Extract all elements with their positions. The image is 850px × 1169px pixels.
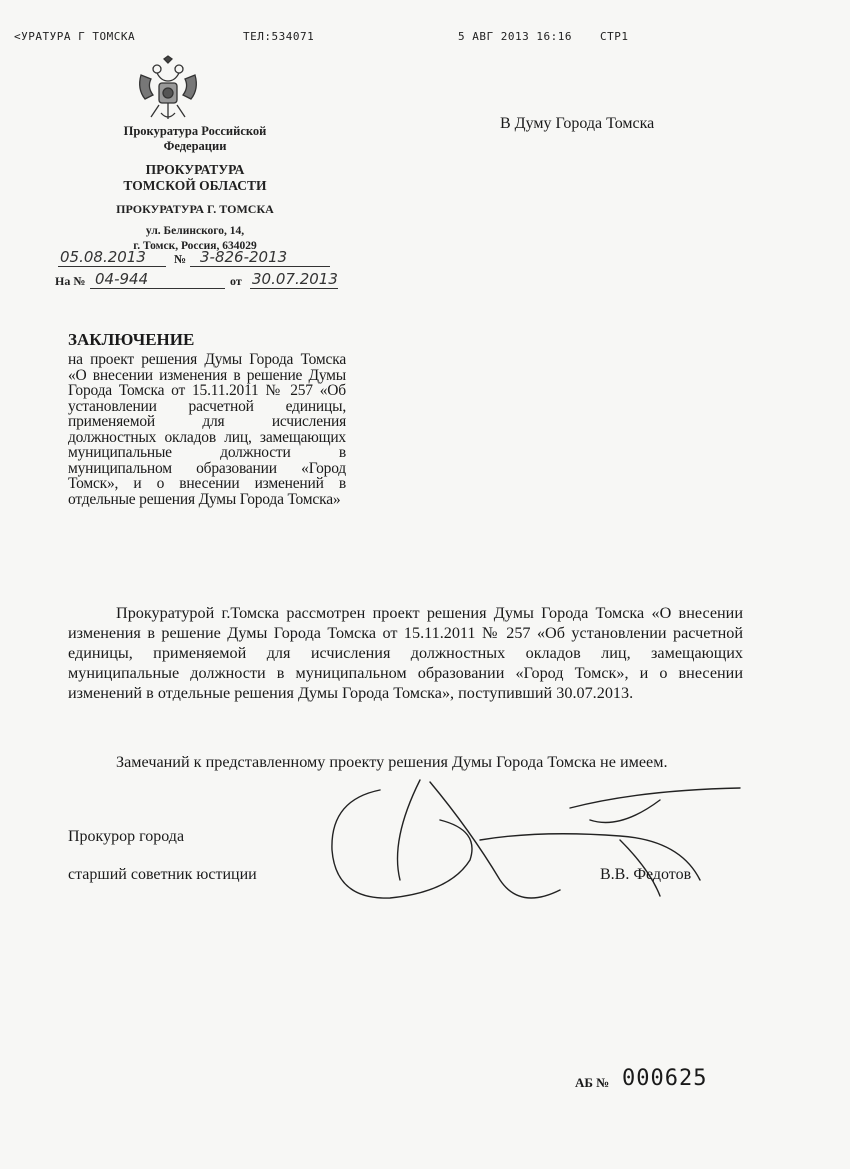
- signer-position: Прокурор города: [68, 828, 185, 845]
- reg-number-line: [190, 266, 330, 267]
- body-paragraph-1: Прокуратурой г.Томска рассмотрен проект решения Думы Города Томска «О внесении изменения в решение Думы Города Томска от 15.11.2011 № 257 «Об установлении расчетной единицы, применяемой для исчисления должностных окладов лиц, замещающих муниципальные должности в муниципальном образовании «Город Томск», и о внесении изменений в отдельные решения Думы Города Томска», поступивший 30.07.2013.: [68, 604, 743, 702]
- fax-datetime: 5 АВГ 2013 16:16: [458, 30, 572, 43]
- reg-number: 3-826-2013: [200, 248, 288, 266]
- reg-date-line: [58, 266, 166, 267]
- serial-number: 000625: [622, 1066, 708, 1091]
- sender-regional-org: ПРОКУРАТУРА ТОМСКОЙ ОБЛАСТИ: [123, 162, 267, 193]
- body-paragraph-2: Замечаний к представленному проекту решения Думы Города Томска не имеем.: [116, 753, 668, 771]
- reg-number-label: №: [174, 252, 187, 266]
- signer-name: В.В. Федотов: [600, 866, 692, 883]
- ref-number: 04-944: [95, 270, 149, 288]
- reg-date: 05.08.2013: [60, 248, 146, 266]
- ref-date: 30.07.2013: [252, 270, 338, 288]
- handwritten-signature: [320, 770, 760, 920]
- document-title: ЗАКЛЮЧЕНИЕ: [68, 330, 195, 349]
- sender-org: Прокуратура Российской Федерации: [123, 124, 267, 153]
- sender-city-org: ПРОКУРАТУРА Г. ТОМСКА: [116, 202, 274, 216]
- ref-number-line: [90, 288, 225, 289]
- double-headed-eagle-icon: [135, 55, 201, 125]
- sender-address: ул. Белинского, 14, г. Томск, Россия, 634029: [133, 225, 257, 252]
- fax-sender: <УРАТУРА Г ТОМСКА: [14, 30, 136, 43]
- signer-rank: старший советник юстиции: [68, 866, 257, 883]
- fax-phone: ТЕЛ:534071: [243, 30, 315, 43]
- ref-date-line: [250, 288, 338, 289]
- document-subject: на проект решения Думы Города Томска «О внесении изменения в решение Думы Города Томска от 15.11.2011 № 257 «Об установлении расчетной единицы, применяемой для исчисления должностных окладов лиц, замещающих муниципальные должности в муниципальном образовании «Город Томск», и о внесении изменений в отдельные решения Думы Города Томска»: [68, 351, 346, 508]
- recipient: В Думу Города Томска: [500, 115, 655, 132]
- fax-page: СТР1: [600, 30, 629, 43]
- serial-label: АБ №: [575, 1075, 610, 1090]
- ref-date-label: от: [230, 274, 242, 288]
- ref-label: На №: [55, 274, 86, 288]
